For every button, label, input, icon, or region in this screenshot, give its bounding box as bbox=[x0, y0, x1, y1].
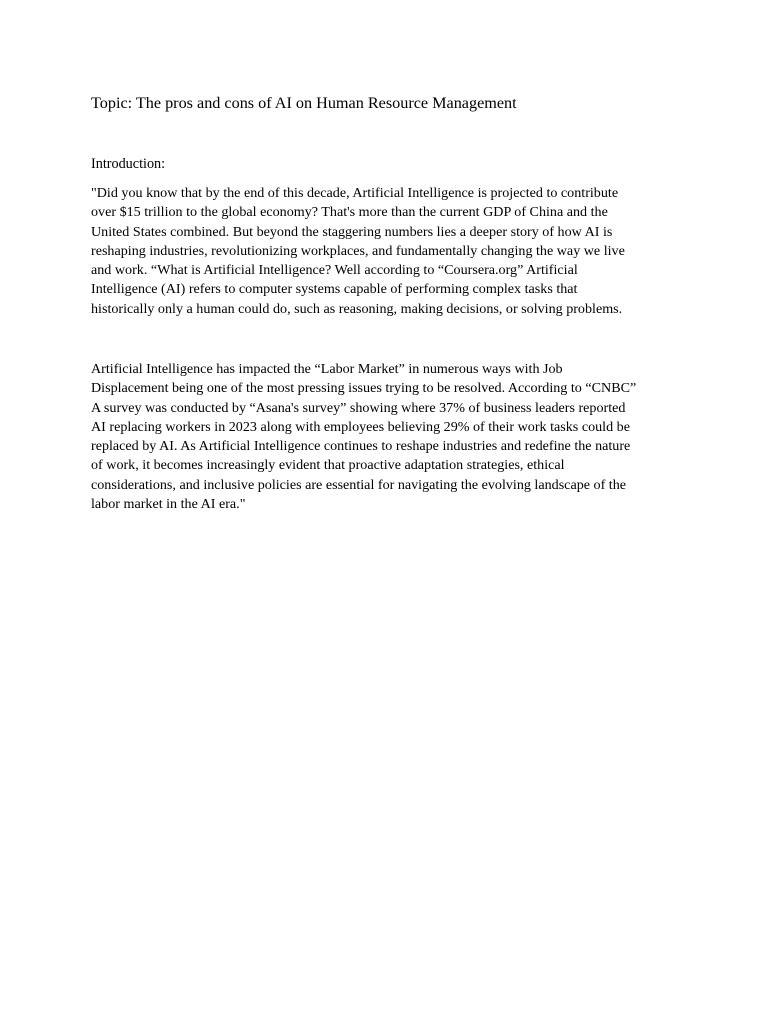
paragraph-line: "Did you know that by the end of this decade, Artificial Intelligence is projected to contribute bbox=[91, 185, 619, 201]
labor-market-paragraph bbox=[91, 360, 691, 514]
paragraph-line: reshaping industries, revolutionizing workplaces, and fundamentally changing the way we live bbox=[91, 242, 625, 259]
paragraph-line: of work, it becomes increasingly evident that proactive adaptation strategies, ethical bbox=[91, 457, 565, 474]
document-title: Topic: The pros and cons of AI on Human Resource Management bbox=[91, 94, 517, 112]
paragraph-line: considerations, and inclusive policies are essential for navigating the evolving landscape of the bbox=[91, 476, 627, 493]
paragraph-line: historically only a human could do, such as reasoning, making decisions, or solving problems. bbox=[91, 300, 623, 317]
introduction-heading: Introduction: bbox=[91, 156, 166, 172]
paragraph-line: United States combined. But beyond the staggering numbers lies a deeper story of how AI is bbox=[91, 223, 613, 240]
paragraph-line: Intelligence (AI) refers to computer systems capable of performing complex tasks that bbox=[91, 281, 578, 298]
paragraph-line: Displacement being one of the most pressing issues trying to be resolved. According to “CNBC” bbox=[91, 380, 637, 397]
paragraph-line: labor market in the AI era." bbox=[91, 496, 246, 513]
paragraph-line: and work. “What is Artificial Intelligence? Well according to “Coursera.org” Artificial bbox=[91, 262, 578, 279]
paragraph-line: AI replacing workers in 2023 along with employees believing 29% of their work tasks could be bbox=[91, 418, 630, 435]
paragraph-line: replaced by AI. As Artificial Intelligence continues to reshape industries and redefine the nature bbox=[91, 438, 631, 455]
paragraph-line: over $15 trillion to the global economy? That's more than the current GDP of China and the bbox=[91, 204, 608, 221]
paragraph-line: Artificial Intelligence has impacted the “Labor Market” in numerous ways with Job bbox=[91, 361, 563, 377]
introduction-paragraph bbox=[91, 184, 691, 319]
paragraph-line: A survey was conducted by “Asana's survey” showing where 37% of business leaders reported bbox=[91, 399, 626, 416]
